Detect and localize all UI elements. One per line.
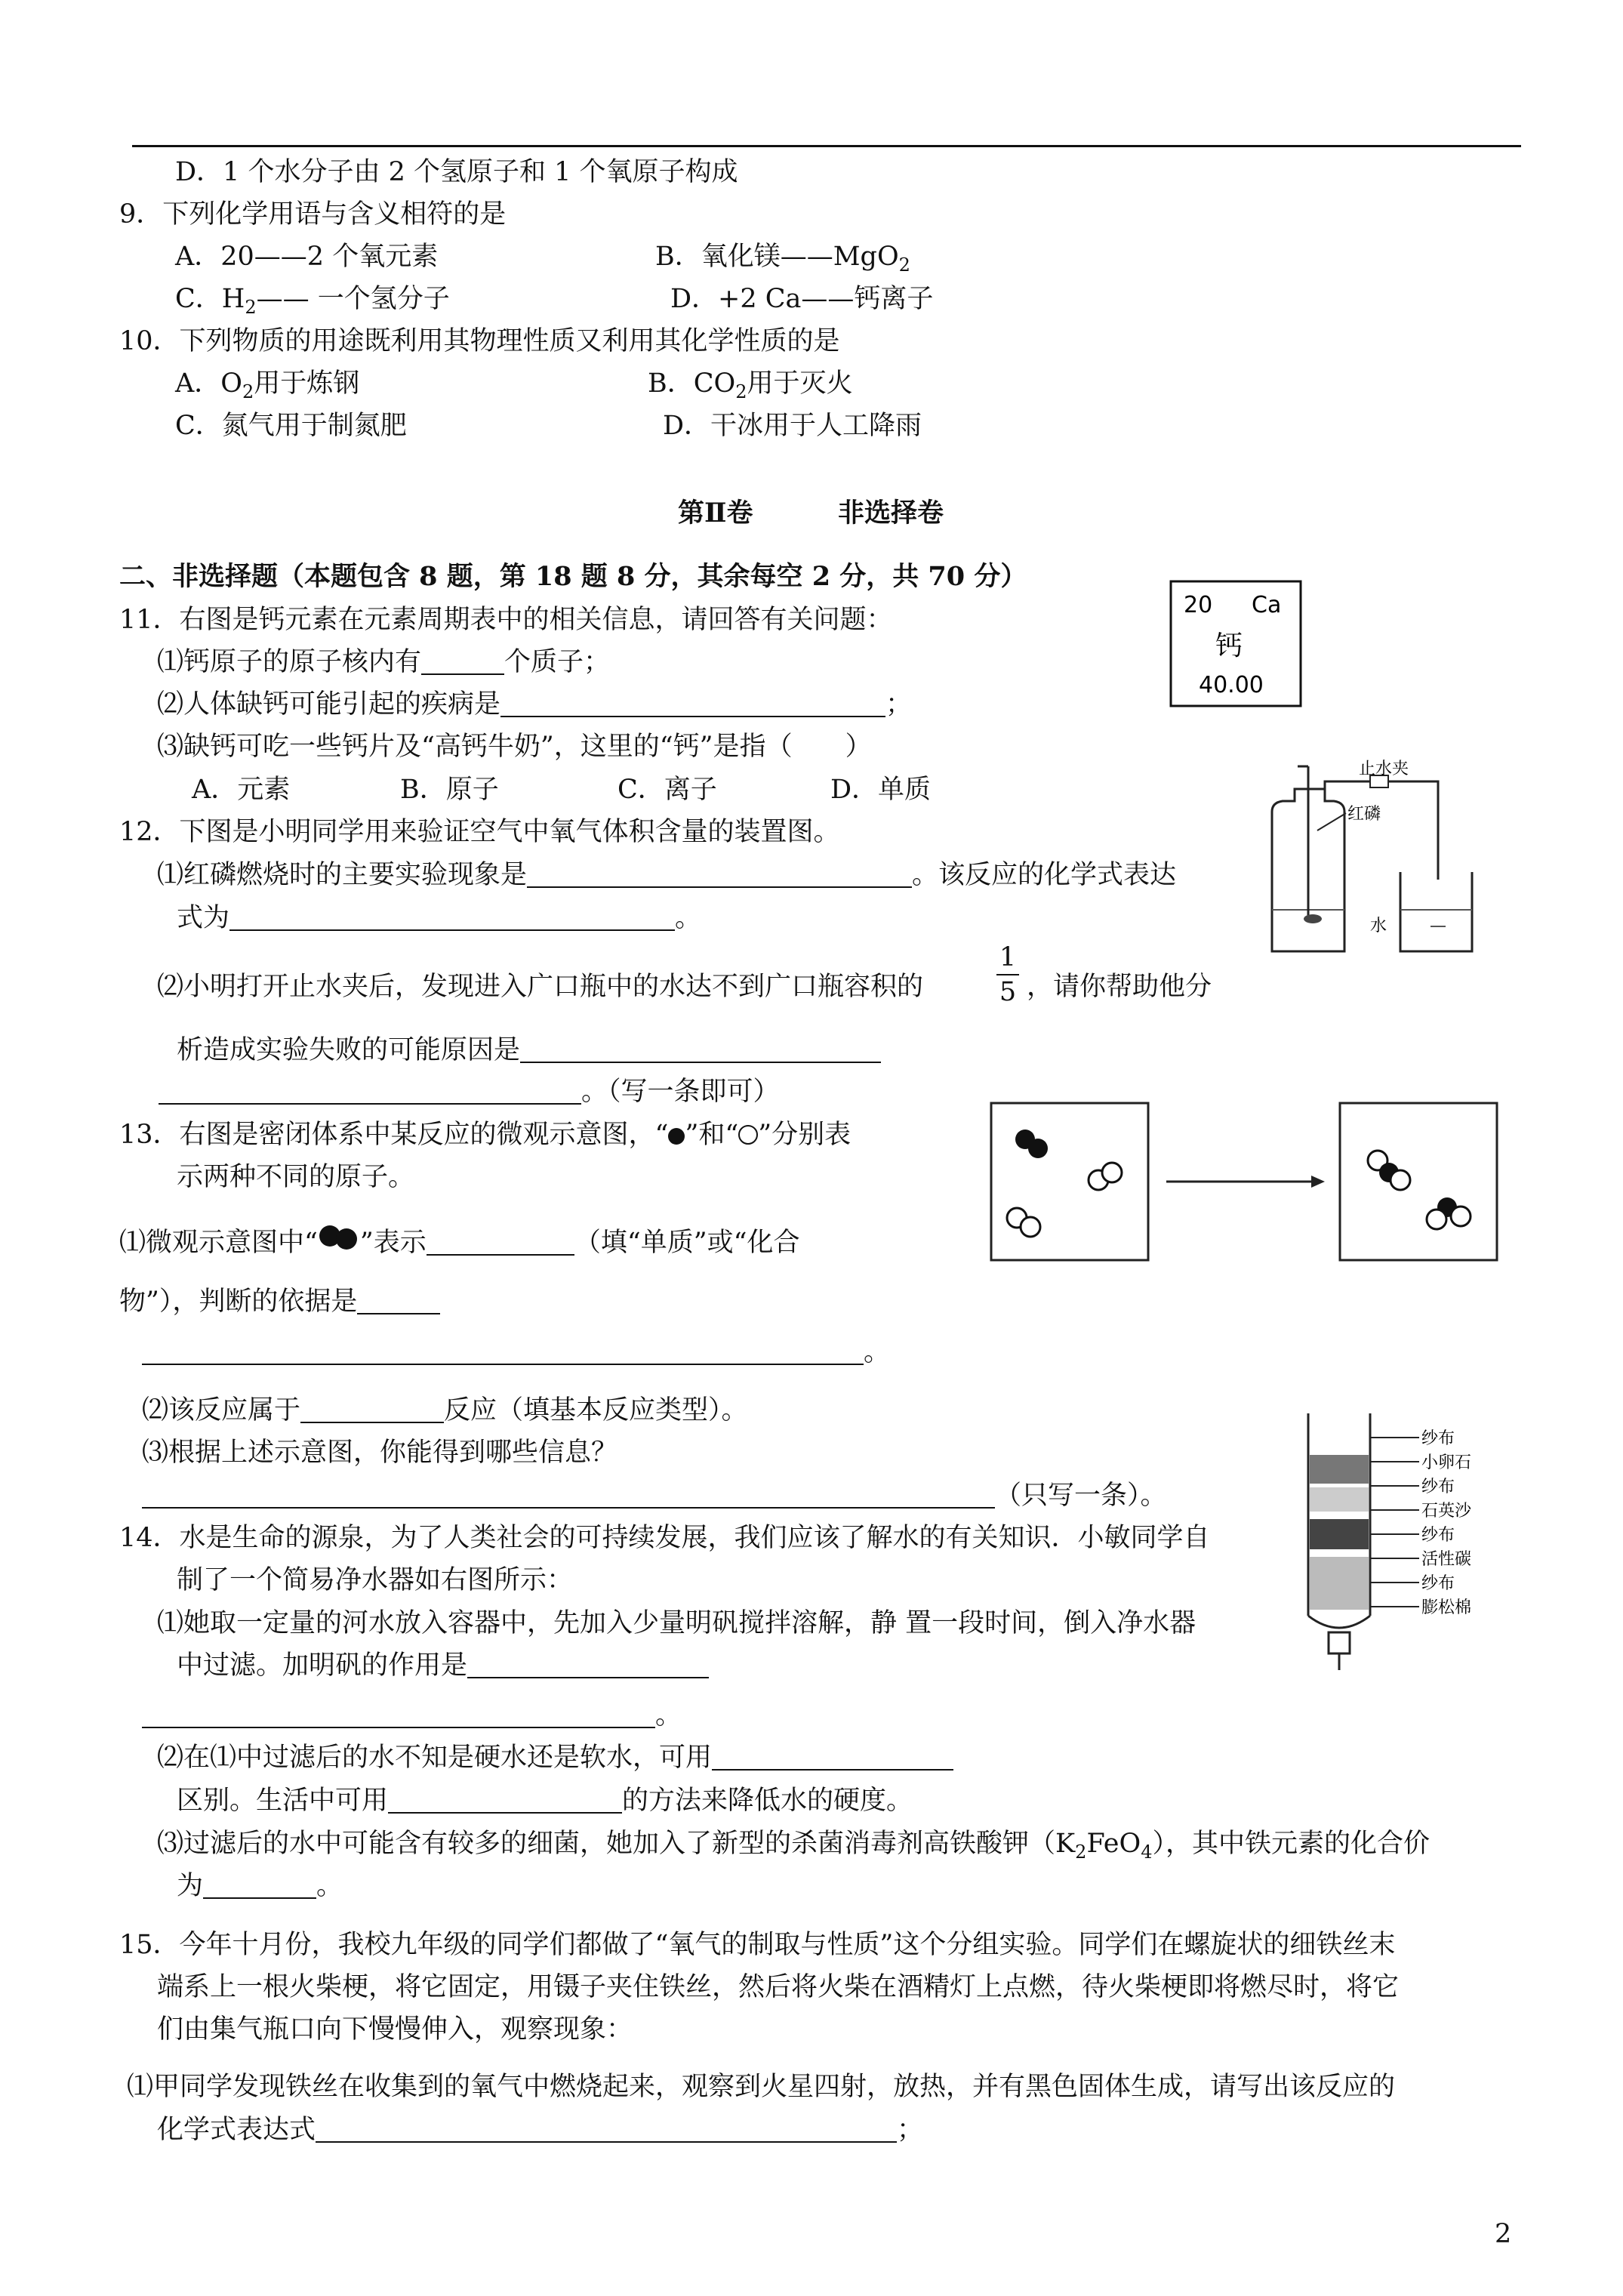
card-number: 20 — [1184, 592, 1213, 618]
q13-part1: ⑴微观示意图中“ ”表示 （填“单质”或“化合 — [119, 1225, 800, 1261]
q12-part1: ⑴红磷燃烧时的主要实验现象是 。该反应的化学式表达 — [157, 860, 1177, 890]
sand-layer — [1310, 1487, 1369, 1512]
q12-part2-post: ，请你帮助他分 — [1027, 972, 1212, 1002]
filter-label: 小卵石 — [1421, 1453, 1472, 1472]
reaction-micro-diagram — [985, 1097, 1532, 1265]
cotton-layer — [1310, 1557, 1369, 1610]
phosphorus-label: 红磷 — [1347, 805, 1381, 824]
q15-line3: 们由集气瓶口向下慢慢伸入，观察现象： — [157, 2014, 633, 2045]
q9-option-d: D．+2 Ca——钙离子 — [670, 284, 934, 314]
q13-part1-end: 。 — [142, 1334, 890, 1370]
q13-stem-cont: 示两种不同的原子。 — [177, 1162, 415, 1192]
calcium-element-card — [1169, 579, 1304, 709]
q13-stem: 13．右图是密闭体系中某反应的微观示意图，“ ”和“ ”分别表 — [119, 1120, 852, 1150]
q14-part1-end: 。 — [142, 1697, 682, 1734]
q10-option-c: C．氮气用于制氮肥 — [175, 411, 407, 441]
q11-stem: 11．右图是钙元素在元素周期表中的相关信息，请回答有关问题： — [119, 605, 893, 635]
filter-label: 纱布 — [1421, 1526, 1455, 1545]
q14-part2-cont: 区别。生活中可用 的方法来降低水的硬度。 — [177, 1786, 913, 1816]
filter-label: 纱布 — [1421, 1429, 1455, 1448]
card-mass: 40.00 — [1199, 672, 1264, 698]
product-box — [1340, 1103, 1497, 1260]
q11-option-a: A．元素 — [192, 775, 291, 805]
q14-part1-cont: 中过滤。加明矾的作用是 — [177, 1647, 709, 1684]
q12-part2-end: 。（写一条即可） — [159, 1074, 780, 1110]
q14-part3: ⑶过滤后的水中可能含有较多的细菌，她加入了新型的杀菌消毒剂高铁酸钾$(K_2FeO_4)$，其中铁元素的化合价 — [157, 1829, 1431, 1863]
q14-stem: 14．水是生命的源泉，为了人类社会的可持续发展，我们应该了解水的有关知识．小敏同学自 — [119, 1523, 1210, 1553]
fraction-numerator: 1 — [999, 942, 1017, 972]
q13-part1-cont: 物”），判断的依据是 — [119, 1284, 440, 1320]
q10-option-b: B．$CO_2$用于灭火 — [648, 368, 853, 402]
water-filter-figure — [1295, 1413, 1525, 1674]
card-name: 钙 — [1215, 630, 1243, 661]
water-label: 水 — [1370, 917, 1387, 935]
outlet-valve-icon — [1329, 1632, 1350, 1653]
q11-option-b: B．原子 — [400, 775, 499, 805]
white-atom-icon — [738, 1125, 758, 1145]
q10-option-a: A．$O_2$用于炼钢 — [175, 368, 360, 402]
oxygen-apparatus-figure — [1249, 759, 1480, 959]
q9-option-c: C．$H_2——$ 一个氢分子 — [175, 284, 450, 318]
q14-part2: ⑵在⑴中过滤后的水不知是硬水还是软水，可用 — [157, 1740, 953, 1776]
filter-label: 纱布 — [1421, 1478, 1455, 1496]
header-rule — [132, 145, 1521, 147]
q12-part2-cont: 析造成实验失败的可能原因是 — [177, 1032, 881, 1068]
carbon-layer — [1310, 1519, 1369, 1549]
fraction — [996, 942, 1019, 1007]
clamp-label: 止水夹 — [1359, 760, 1409, 778]
q12-part2: ⑵小明打开止水夹后，发现进入广口瓶中的水达不到广口瓶容积的 — [157, 972, 924, 1002]
filter-label: 石英沙 — [1421, 1502, 1472, 1521]
black-molecule-icon — [318, 1225, 360, 1248]
fraction-denominator: 5 — [999, 977, 1017, 1007]
fraction-bar — [996, 974, 1019, 975]
q11-part2: ⑵人体缺钙可能引起的疾病是 ； — [157, 689, 913, 720]
q14-stem-cont: 制了一个简易净水器如右图所示： — [177, 1565, 574, 1595]
q11-part3: ⑶缺钙可吃一些钙片及“高钙牛奶”，这里的“钙”是指（ ） — [157, 732, 872, 762]
phosphorus-spoon — [1304, 914, 1322, 923]
section-heading: 二、非选择题（本题包含 8 题，第 18 题 8 分，其余每空 2 分，共 70 分） — [119, 561, 1027, 592]
pebble-layer — [1310, 1455, 1369, 1484]
q9-option-b: B．氧化镁——MgO$_2$ — [655, 242, 910, 276]
q13-part2: ⑵该反应属于 反应（填基本反应类型）。 — [142, 1395, 748, 1425]
q10-stem: 10．下列物质的用途既利用其物理性质又利用其化学性质的是 — [119, 326, 840, 356]
section-name: 非选择卷 — [838, 498, 944, 529]
filter-label: 纱布 — [1421, 1574, 1455, 1593]
q11-option-c: C．离子 — [617, 775, 717, 805]
filter-label: 膨松棉 — [1421, 1598, 1472, 1617]
q11-part1: ⑴钙原子的原子核内有 个质子； — [157, 647, 611, 677]
filter-label: 活性碳 — [1421, 1550, 1472, 1569]
q9-option-a: A．20——2 个氧元素 — [175, 242, 439, 272]
q11-option-d: D．单质 — [830, 775, 932, 805]
q13-part3-end: （只写一条）。 — [142, 1478, 1167, 1514]
section-part: 第Ⅱ卷 — [678, 498, 753, 529]
q12-stem: 12．下图是小明同学用来验证空气中氧气体积含量的装置图。 — [119, 817, 840, 847]
q13-part3: ⑶根据上述示意图，你能得到哪些信息？ — [142, 1438, 618, 1468]
q15-part1-cont: 化学式表达式 ； — [157, 2115, 924, 2145]
q15-line1: 15．今年十月份，我校九年级的同学们都做了“氧气的制取与性质”这个分组实验。同学们在螺旋状的细铁丝末 — [119, 1930, 1396, 1960]
q15-part1: ⑴甲同学发现铁丝在收集到的氧气中燃烧起来，观察到火星四射，放热，并有黑色固体生成，请写出该反应的 — [127, 2072, 1396, 2102]
q14-part1: ⑴她取一定量的河水放入容器中，先加入少量明矾搅拌溶解，静 置一段时间，倒入净水器 — [157, 1608, 1196, 1638]
card-symbol: Ca — [1252, 592, 1282, 618]
q9-stem: 9．下列化学用语与含义相符的是 — [119, 199, 507, 230]
page-number: 2 — [1495, 2219, 1512, 2249]
q10-option-d: D．干冰用于人工降雨 — [663, 411, 922, 441]
black-atom-icon — [668, 1128, 685, 1145]
q14-part3-cont: 为 。 — [177, 1871, 343, 1901]
q12-part1-cont: 式为 。 — [177, 903, 702, 933]
reactant-box — [991, 1103, 1148, 1260]
q15-line2: 端系上一根火柴梗，将它固定，用镊子夹住铁丝，然后将火柴在酒精灯上点燃，待火柴梗即将燃尽时，将它 — [157, 1972, 1400, 2002]
q8-option-d: D．1 个水分子由 2 个氢原子和 1 个氧原子构成 — [175, 157, 738, 187]
